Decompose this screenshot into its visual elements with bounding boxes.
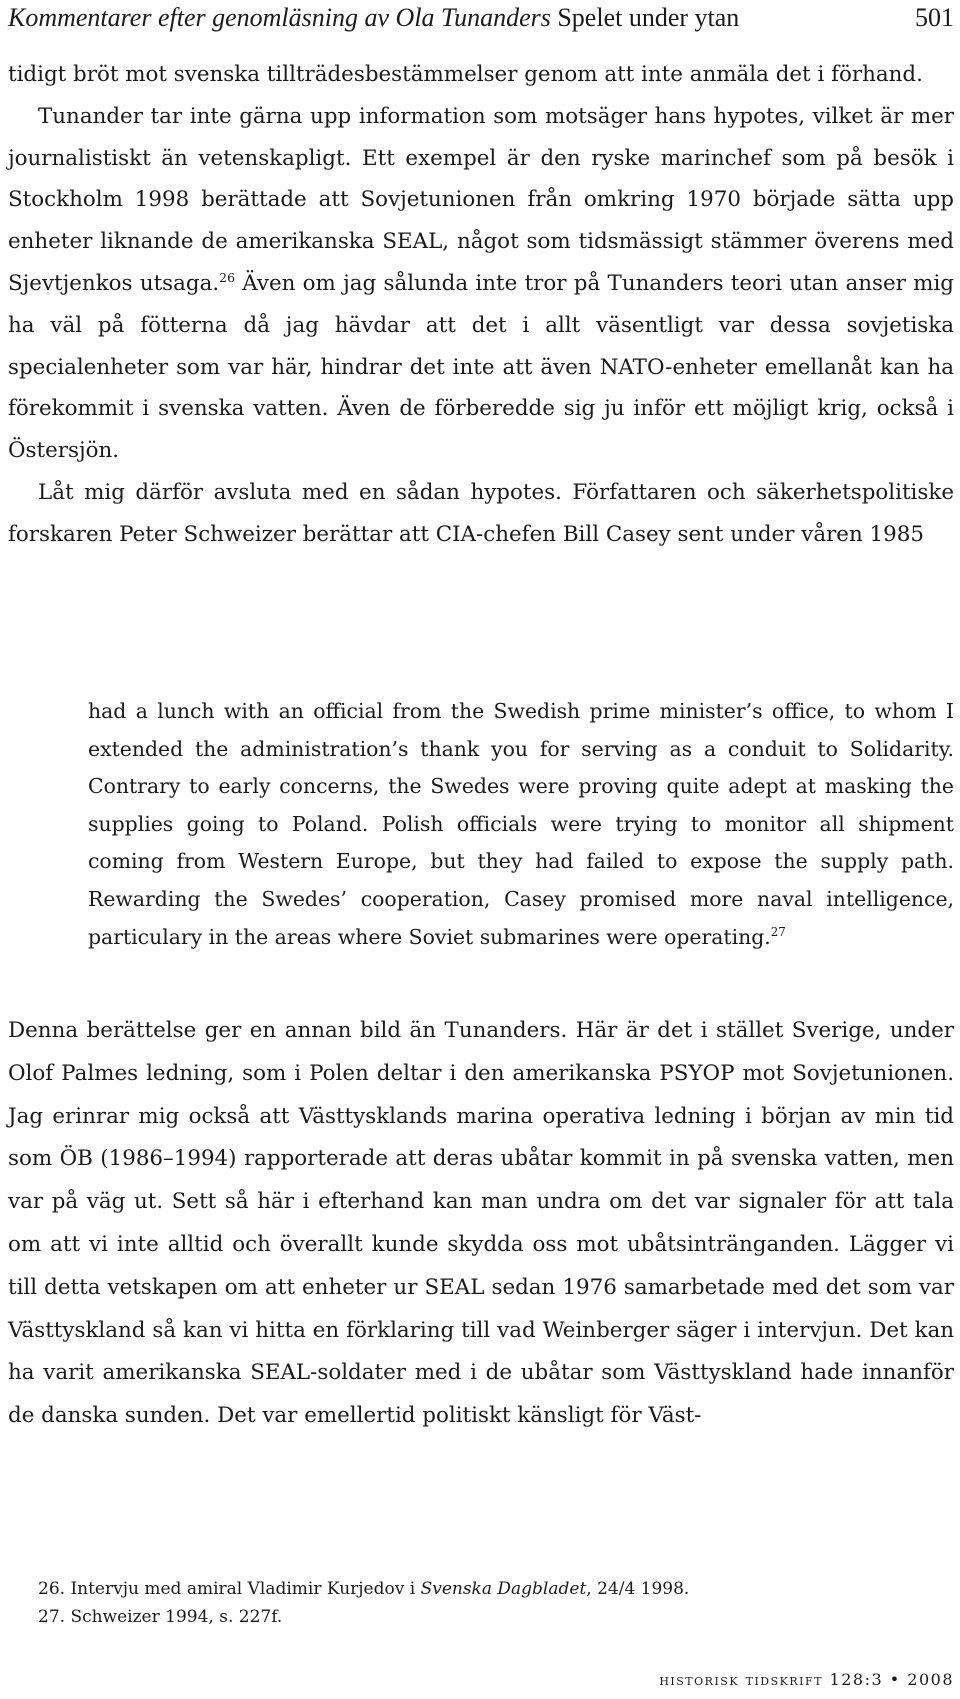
paragraph-tunander-b: Även om jag sålunda inte tror på Tunanders teori utan anser mig ha väl på fötterna då jag hävdar att det i allt väsentligt var dessa sovjetiska specialenheter som var här, hindrar det inte att även NATO-enheter emellanåt kan ha förekommit i svenska vatten. Även de förberedde sig ju inför ett möjligt krig, också i Östersjön. [8,270,954,464]
paragraph-tunander-a: Tunander tar inte gärna upp information som motsäger hans hypotes, vilket är mer journalistiskt än vetenskapligt. Ett exempel är den ryske marinchef som på besök i Stockholm 1998 berättade att Sovjetunionen från omkring 1970 började sätta upp enheter liknande de amerikanska SEAL, något som tidsmässigt stämmer överens med Sjevtjenkos utsaga. [8,103,954,296]
footnote-26 [38,1575,938,1603]
footnote-26-a: 26. Intervju med amiral Vladimir Kurjedov i [38,1579,421,1599]
footnote-ref-26: 26 [219,269,235,285]
paragraph-continued: tidigt bröt mot svenska tillträdesbestämmelser genom att inte anmäla det i förhand. [8,62,923,87]
footnote-ref-27: 27 [770,924,786,939]
body-text-top [8,54,954,556]
journal-footer: historisk tidskrift 128:3 • 2008 [659,1670,954,1689]
paragraph-tunander [8,96,954,472]
footnote-26-italic: Svenska Dagbladet [420,1579,587,1599]
footnotes [38,1575,938,1631]
running-head-title-rest: Spelet under ytan [550,3,740,32]
running-head-title-italic: Kommentarer efter genomläsning av Ola Tunanders [8,3,551,32]
block-quote-text: had a lunch with an official from the Swedish prime minister’s office, to whom I extended the administration’s thank you for serving as a conduit to Solidarity. Contrary to early concerns, the Swedes were proving quite adept at masking the supplies going to Poland. Polish officials were trying to monitor all shipment coming from Western Europe, but they had failed to expose the supply path. Rewarding the Swedes’ cooperation, Casey promised more naval intelligence, particulary in the areas where Soviet submarines were operating. [88,699,954,949]
footnote-26-b: , 24/4 1998. [586,1579,690,1599]
body-text-bottom [8,1010,954,1438]
paragraph-denna: Denna berättelse ger en annan bild än Tunanders. Här är det i stället Sverige, under Olof Palmes ledning, som i Polen deltar i den amerikanska PSYOP mot Sovjetunionen. Jag erinrar mig också att Västtysklands marina operativa ledning i början av min tid som ÖB (1986–1994) rapporterade att deras ubåtar kommit in på svenska vatten, men var på väg ut. Sett så här i efterhand kan man undra om det var signaler för att tala om att vi inte alltid och överallt kunde skydda oss mot ubåtsintränganden. Lägger vi till detta vetskapen om att enheter ur SEAL sedan 1976 samarbetade med det som var Västtyskland så kan vi hitta en förklaring till vad Weinberger säger i intervjun. Det kan ha varit amerikanska SEAL-soldater med i de ubåtar som Västtyskland hade innanför de danska sunden. Det var emellertid politiskt känsligt för Väst- [8,1018,954,1429]
page-number: 501 [915,3,954,32]
footnote-27: 27. Schweizer 1994, s. 227f. [38,1607,283,1627]
running-head [8,0,954,36]
block-quote [88,693,954,956]
paragraph-hypotes: Låt mig därför avsluta med en sådan hypotes. Författaren och säkerhetspolitiske forskaren Peter Schweizer berättar att CIA-chefen Bill Casey sent under våren 1985 [8,479,954,547]
